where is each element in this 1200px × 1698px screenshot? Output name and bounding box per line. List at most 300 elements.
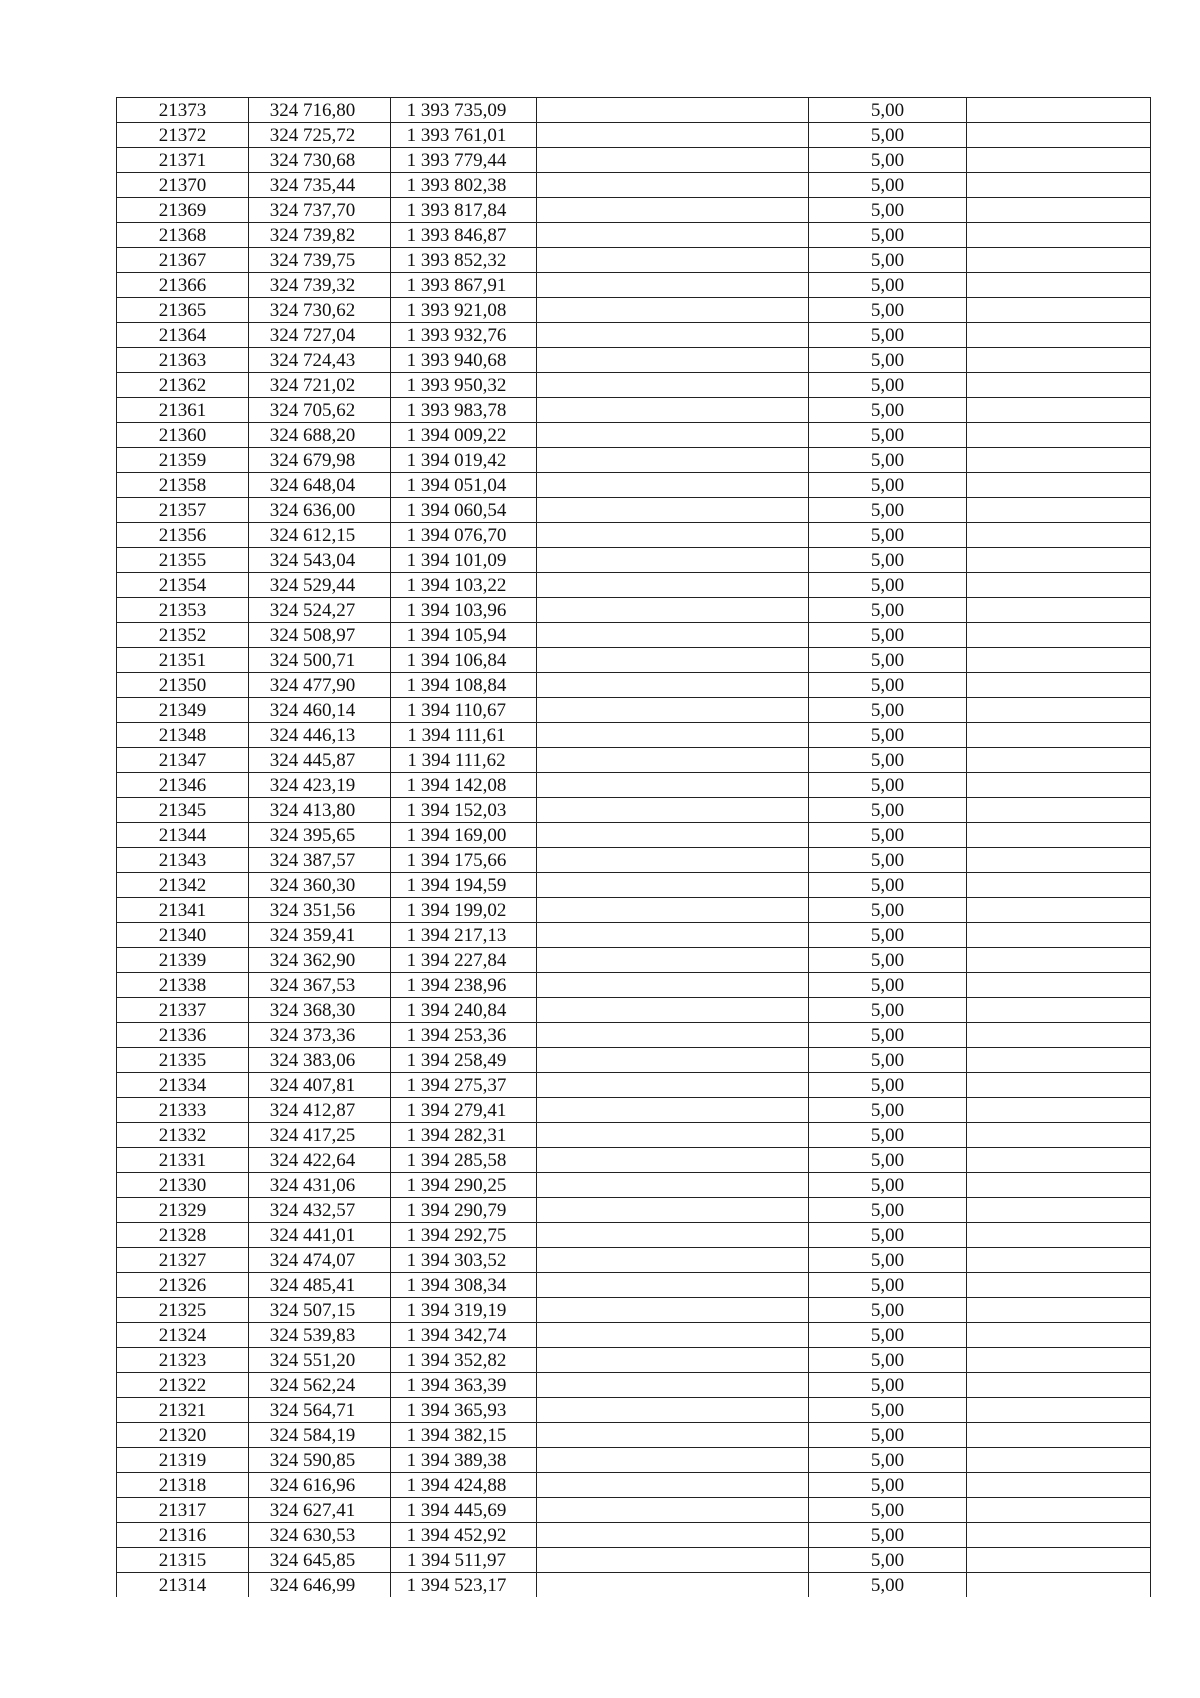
value-cell: 5,00 (809, 223, 967, 248)
x-coordinate-cell: 324 474,07 (249, 1248, 391, 1273)
extra-cell (967, 898, 1151, 923)
note-cell (537, 998, 809, 1023)
y-coordinate-cell: 1 393 950,32 (391, 373, 537, 398)
value-cell: 5,00 (809, 1298, 967, 1323)
note-cell (537, 348, 809, 373)
point-id-cell: 21349 (117, 698, 249, 723)
note-cell (537, 1398, 809, 1423)
point-id-cell: 21338 (117, 973, 249, 998)
y-coordinate-cell: 1 394 258,49 (391, 1048, 537, 1073)
value-cell: 5,00 (809, 473, 967, 498)
value-cell: 5,00 (809, 1023, 967, 1048)
point-id-cell: 21328 (117, 1223, 249, 1248)
table-row (117, 348, 1151, 373)
y-coordinate-cell: 1 394 342,74 (391, 1323, 537, 1348)
y-coordinate-cell: 1 394 194,59 (391, 873, 537, 898)
note-cell (537, 98, 809, 123)
y-coordinate-cell: 1 394 285,58 (391, 1148, 537, 1173)
note-cell (537, 1298, 809, 1323)
table-row (117, 773, 1151, 798)
x-coordinate-cell: 324 716,80 (249, 98, 391, 123)
value-cell: 5,00 (809, 848, 967, 873)
table-row (117, 523, 1151, 548)
table-row (117, 1273, 1151, 1298)
table-row (117, 1323, 1151, 1348)
table-row (117, 1073, 1151, 1098)
point-id-cell: 21360 (117, 423, 249, 448)
point-id-cell: 21333 (117, 1098, 249, 1123)
note-cell (537, 1548, 809, 1573)
y-coordinate-cell: 1 394 175,66 (391, 848, 537, 873)
x-coordinate-cell: 324 441,01 (249, 1223, 391, 1248)
value-cell: 5,00 (809, 873, 967, 898)
extra-cell (967, 1273, 1151, 1298)
point-id-cell: 21322 (117, 1373, 249, 1398)
table-row (117, 648, 1151, 673)
x-coordinate-cell: 324 739,75 (249, 248, 391, 273)
y-coordinate-cell: 1 394 101,09 (391, 548, 537, 573)
table-row (117, 448, 1151, 473)
table-row (117, 698, 1151, 723)
value-cell: 5,00 (809, 948, 967, 973)
x-coordinate-cell: 324 627,41 (249, 1498, 391, 1523)
x-coordinate-cell: 324 645,85 (249, 1548, 391, 1573)
value-cell: 5,00 (809, 1273, 967, 1298)
point-id-cell: 21321 (117, 1398, 249, 1423)
point-id-cell: 21352 (117, 623, 249, 648)
point-id-cell: 21366 (117, 273, 249, 298)
y-coordinate-cell: 1 393 779,44 (391, 148, 537, 173)
point-id-cell: 21364 (117, 323, 249, 348)
extra-cell (967, 798, 1151, 823)
point-id-cell: 21344 (117, 823, 249, 848)
x-coordinate-cell: 324 730,62 (249, 298, 391, 323)
point-id-cell: 21320 (117, 1423, 249, 1448)
note-cell (537, 698, 809, 723)
x-coordinate-cell: 324 539,83 (249, 1323, 391, 1348)
value-cell: 5,00 (809, 1473, 967, 1498)
table-row (117, 1398, 1151, 1423)
note-cell (537, 173, 809, 198)
table-row (117, 748, 1151, 773)
table-row (117, 248, 1151, 273)
x-coordinate-cell: 324 445,87 (249, 748, 391, 773)
x-coordinate-cell: 324 507,15 (249, 1298, 391, 1323)
point-id-cell: 21329 (117, 1198, 249, 1223)
table-row (117, 423, 1151, 448)
y-coordinate-cell: 1 394 105,94 (391, 623, 537, 648)
point-id-cell: 21370 (117, 173, 249, 198)
x-coordinate-cell: 324 727,04 (249, 323, 391, 348)
value-cell: 5,00 (809, 1223, 967, 1248)
table-row (117, 848, 1151, 873)
extra-cell (967, 273, 1151, 298)
table-row (117, 1473, 1151, 1498)
y-coordinate-cell: 1 393 983,78 (391, 398, 537, 423)
table-row (117, 823, 1151, 848)
y-coordinate-cell: 1 394 152,03 (391, 798, 537, 823)
note-cell (537, 448, 809, 473)
note-cell (537, 848, 809, 873)
value-cell: 5,00 (809, 323, 967, 348)
y-coordinate-cell: 1 393 932,76 (391, 323, 537, 348)
point-id-cell: 21319 (117, 1448, 249, 1473)
extra-cell (967, 98, 1151, 123)
note-cell (537, 973, 809, 998)
x-coordinate-cell: 324 612,15 (249, 523, 391, 548)
extra-cell (967, 323, 1151, 348)
value-cell: 5,00 (809, 998, 967, 1023)
value-cell: 5,00 (809, 1373, 967, 1398)
extra-cell (967, 1073, 1151, 1098)
value-cell: 5,00 (809, 123, 967, 148)
value-cell: 5,00 (809, 348, 967, 373)
value-cell: 5,00 (809, 548, 967, 573)
note-cell (537, 1148, 809, 1173)
extra-cell (967, 1198, 1151, 1223)
table-row (117, 1098, 1151, 1123)
note-cell (537, 673, 809, 698)
value-cell: 5,00 (809, 248, 967, 273)
x-coordinate-cell: 324 417,25 (249, 1123, 391, 1148)
value-cell: 5,00 (809, 623, 967, 648)
x-coordinate-cell: 324 735,44 (249, 173, 391, 198)
x-coordinate-cell: 324 351,56 (249, 898, 391, 923)
table-row (117, 1498, 1151, 1523)
point-id-cell: 21372 (117, 123, 249, 148)
y-coordinate-cell: 1 394 142,08 (391, 773, 537, 798)
y-coordinate-cell: 1 394 111,62 (391, 748, 537, 773)
value-cell: 5,00 (809, 1448, 967, 1473)
x-coordinate-cell: 324 551,20 (249, 1348, 391, 1373)
point-id-cell: 21334 (117, 1073, 249, 1098)
note-cell (537, 1123, 809, 1148)
point-id-cell: 21361 (117, 398, 249, 423)
note-cell (537, 223, 809, 248)
y-coordinate-cell: 1 394 319,19 (391, 1298, 537, 1323)
y-coordinate-cell: 1 394 303,52 (391, 1248, 537, 1273)
note-cell (537, 148, 809, 173)
extra-cell (967, 998, 1151, 1023)
table-row (117, 1198, 1151, 1223)
value-cell: 5,00 (809, 448, 967, 473)
note-cell (537, 1273, 809, 1298)
y-coordinate-cell: 1 394 051,04 (391, 473, 537, 498)
x-coordinate-cell: 324 737,70 (249, 198, 391, 223)
note-cell (537, 1373, 809, 1398)
point-id-cell: 21324 (117, 1323, 249, 1348)
note-cell (537, 923, 809, 948)
x-coordinate-cell: 324 360,30 (249, 873, 391, 898)
x-coordinate-cell: 324 648,04 (249, 473, 391, 498)
table-row (117, 598, 1151, 623)
value-cell: 5,00 (809, 1123, 967, 1148)
x-coordinate-cell: 324 721,02 (249, 373, 391, 398)
y-coordinate-cell: 1 394 108,84 (391, 673, 537, 698)
y-coordinate-cell: 1 394 076,70 (391, 523, 537, 548)
note-cell (537, 398, 809, 423)
point-id-cell: 21332 (117, 1123, 249, 1148)
table-row (117, 973, 1151, 998)
table-row (117, 373, 1151, 398)
value-cell: 5,00 (809, 173, 967, 198)
extra-cell (967, 298, 1151, 323)
extra-cell (967, 448, 1151, 473)
table-row (117, 1448, 1151, 1473)
y-coordinate-cell: 1 394 389,38 (391, 1448, 537, 1473)
extra-cell (967, 1173, 1151, 1198)
table-row (117, 223, 1151, 248)
x-coordinate-cell: 324 739,82 (249, 223, 391, 248)
extra-cell (967, 473, 1151, 498)
y-coordinate-cell: 1 394 511,97 (391, 1548, 537, 1573)
table-row (117, 1248, 1151, 1273)
y-coordinate-cell: 1 393 940,68 (391, 348, 537, 373)
value-cell: 5,00 (809, 1398, 967, 1423)
point-id-cell: 21326 (117, 1273, 249, 1298)
value-cell: 5,00 (809, 298, 967, 323)
y-coordinate-cell: 1 394 227,84 (391, 948, 537, 973)
x-coordinate-cell: 324 373,36 (249, 1023, 391, 1048)
extra-cell (967, 1123, 1151, 1148)
x-coordinate-cell: 324 407,81 (249, 1073, 391, 1098)
extra-cell (967, 1473, 1151, 1498)
note-cell (537, 1073, 809, 1098)
x-coordinate-cell: 324 646,99 (249, 1573, 391, 1598)
value-cell: 5,00 (809, 1548, 967, 1573)
value-cell: 5,00 (809, 573, 967, 598)
table-row (117, 1298, 1151, 1323)
extra-cell (967, 548, 1151, 573)
x-coordinate-cell: 324 636,00 (249, 498, 391, 523)
point-id-cell: 21335 (117, 1048, 249, 1073)
extra-cell (967, 523, 1151, 548)
value-cell: 5,00 (809, 373, 967, 398)
extra-cell (967, 1423, 1151, 1448)
x-coordinate-cell: 324 529,44 (249, 573, 391, 598)
value-cell: 5,00 (809, 1573, 967, 1598)
x-coordinate-cell: 324 422,64 (249, 1148, 391, 1173)
note-cell (537, 248, 809, 273)
x-coordinate-cell: 324 432,57 (249, 1198, 391, 1223)
value-cell: 5,00 (809, 1148, 967, 1173)
table-row (117, 1423, 1151, 1448)
y-coordinate-cell: 1 394 452,92 (391, 1523, 537, 1548)
point-id-cell: 21355 (117, 548, 249, 573)
point-id-cell: 21348 (117, 723, 249, 748)
x-coordinate-cell: 324 724,43 (249, 348, 391, 373)
table-row (117, 1548, 1151, 1573)
y-coordinate-cell: 1 394 290,25 (391, 1173, 537, 1198)
y-coordinate-cell: 1 394 110,67 (391, 698, 537, 723)
point-id-cell: 21350 (117, 673, 249, 698)
y-coordinate-cell: 1 394 240,84 (391, 998, 537, 1023)
extra-cell (967, 1523, 1151, 1548)
point-id-cell: 21354 (117, 573, 249, 598)
table-row (117, 1173, 1151, 1198)
table-row (117, 723, 1151, 748)
table-row (117, 198, 1151, 223)
value-cell: 5,00 (809, 423, 967, 448)
extra-cell (967, 148, 1151, 173)
point-id-cell: 21315 (117, 1548, 249, 1573)
extra-cell (967, 648, 1151, 673)
y-coordinate-cell: 1 394 445,69 (391, 1498, 537, 1523)
value-cell: 5,00 (809, 1323, 967, 1348)
value-cell: 5,00 (809, 773, 967, 798)
value-cell: 5,00 (809, 823, 967, 848)
table-row (117, 1123, 1151, 1148)
extra-cell (967, 1573, 1151, 1598)
y-coordinate-cell: 1 393 921,08 (391, 298, 537, 323)
x-coordinate-cell: 324 562,24 (249, 1373, 391, 1398)
table-row (117, 323, 1151, 348)
coordinates-table-body (117, 98, 1151, 1598)
table-row (117, 473, 1151, 498)
table-row (117, 1223, 1151, 1248)
extra-cell (967, 423, 1151, 448)
y-coordinate-cell: 1 394 238,96 (391, 973, 537, 998)
note-cell (537, 798, 809, 823)
x-coordinate-cell: 324 739,32 (249, 273, 391, 298)
note-cell (537, 1098, 809, 1123)
note-cell (537, 1198, 809, 1223)
extra-cell (967, 923, 1151, 948)
x-coordinate-cell: 324 508,97 (249, 623, 391, 648)
x-coordinate-cell: 324 395,65 (249, 823, 391, 848)
point-id-cell: 21368 (117, 223, 249, 248)
point-id-cell: 21351 (117, 648, 249, 673)
x-coordinate-cell: 324 679,98 (249, 448, 391, 473)
value-cell: 5,00 (809, 523, 967, 548)
value-cell: 5,00 (809, 798, 967, 823)
note-cell (537, 473, 809, 498)
table-row (117, 173, 1151, 198)
point-id-cell: 21347 (117, 748, 249, 773)
table-row (117, 273, 1151, 298)
y-coordinate-cell: 1 394 363,39 (391, 1373, 537, 1398)
note-cell (537, 1523, 809, 1548)
value-cell: 5,00 (809, 923, 967, 948)
y-coordinate-cell: 1 393 817,84 (391, 198, 537, 223)
extra-cell (967, 1348, 1151, 1373)
extra-cell (967, 198, 1151, 223)
x-coordinate-cell: 324 387,57 (249, 848, 391, 873)
y-coordinate-cell: 1 393 761,01 (391, 123, 537, 148)
table-row (117, 123, 1151, 148)
y-coordinate-cell: 1 394 352,82 (391, 1348, 537, 1373)
note-cell (537, 123, 809, 148)
extra-cell (967, 173, 1151, 198)
note-cell (537, 823, 809, 848)
table-row (117, 1373, 1151, 1398)
point-id-cell: 21345 (117, 798, 249, 823)
table-row (117, 623, 1151, 648)
value-cell: 5,00 (809, 1048, 967, 1073)
x-coordinate-cell: 324 590,85 (249, 1448, 391, 1473)
note-cell (537, 1223, 809, 1248)
x-coordinate-cell: 324 383,06 (249, 1048, 391, 1073)
value-cell: 5,00 (809, 898, 967, 923)
extra-cell (967, 498, 1151, 523)
note-cell (537, 373, 809, 398)
x-coordinate-cell: 324 564,71 (249, 1398, 391, 1423)
point-id-cell: 21314 (117, 1573, 249, 1598)
value-cell: 5,00 (809, 598, 967, 623)
point-id-cell: 21367 (117, 248, 249, 273)
extra-cell (967, 623, 1151, 648)
table-row (117, 398, 1151, 423)
table-row (117, 498, 1151, 523)
note-cell (537, 898, 809, 923)
extra-cell (967, 1248, 1151, 1273)
x-coordinate-cell: 324 524,27 (249, 598, 391, 623)
extra-cell (967, 698, 1151, 723)
value-cell: 5,00 (809, 1073, 967, 1098)
extra-cell (967, 1373, 1151, 1398)
y-coordinate-cell: 1 393 846,87 (391, 223, 537, 248)
x-coordinate-cell: 324 630,53 (249, 1523, 391, 1548)
point-id-cell: 21327 (117, 1248, 249, 1273)
extra-cell (967, 598, 1151, 623)
y-coordinate-cell: 1 394 060,54 (391, 498, 537, 523)
y-coordinate-cell: 1 394 365,93 (391, 1398, 537, 1423)
note-cell (537, 1323, 809, 1348)
x-coordinate-cell: 324 367,53 (249, 973, 391, 998)
x-coordinate-cell: 324 477,90 (249, 673, 391, 698)
x-coordinate-cell: 324 359,41 (249, 923, 391, 948)
point-id-cell: 21353 (117, 598, 249, 623)
point-id-cell: 21371 (117, 148, 249, 173)
y-coordinate-cell: 1 394 106,84 (391, 648, 537, 673)
extra-cell (967, 1323, 1151, 1348)
extra-cell (967, 248, 1151, 273)
value-cell: 5,00 (809, 273, 967, 298)
y-coordinate-cell: 1 393 735,09 (391, 98, 537, 123)
point-id-cell: 21356 (117, 523, 249, 548)
extra-cell (967, 973, 1151, 998)
x-coordinate-cell: 324 413,80 (249, 798, 391, 823)
value-cell: 5,00 (809, 1348, 967, 1373)
point-id-cell: 21343 (117, 848, 249, 873)
y-coordinate-cell: 1 393 867,91 (391, 273, 537, 298)
point-id-cell: 21342 (117, 873, 249, 898)
y-coordinate-cell: 1 394 290,79 (391, 1198, 537, 1223)
point-id-cell: 21316 (117, 1523, 249, 1548)
value-cell: 5,00 (809, 723, 967, 748)
point-id-cell: 21331 (117, 1148, 249, 1173)
y-coordinate-cell: 1 394 279,41 (391, 1098, 537, 1123)
note-cell (537, 648, 809, 673)
y-coordinate-cell: 1 394 111,61 (391, 723, 537, 748)
note-cell (537, 1023, 809, 1048)
table-row (117, 898, 1151, 923)
extra-cell (967, 1398, 1151, 1423)
point-id-cell: 21317 (117, 1498, 249, 1523)
point-id-cell: 21369 (117, 198, 249, 223)
extra-cell (967, 1298, 1151, 1323)
extra-cell (967, 1023, 1151, 1048)
point-id-cell: 21330 (117, 1173, 249, 1198)
extra-cell (967, 673, 1151, 698)
table-row (117, 1048, 1151, 1073)
note-cell (537, 1448, 809, 1473)
note-cell (537, 1248, 809, 1273)
y-coordinate-cell: 1 394 308,34 (391, 1273, 537, 1298)
y-coordinate-cell: 1 394 382,15 (391, 1423, 537, 1448)
value-cell: 5,00 (809, 1498, 967, 1523)
point-id-cell: 21357 (117, 498, 249, 523)
